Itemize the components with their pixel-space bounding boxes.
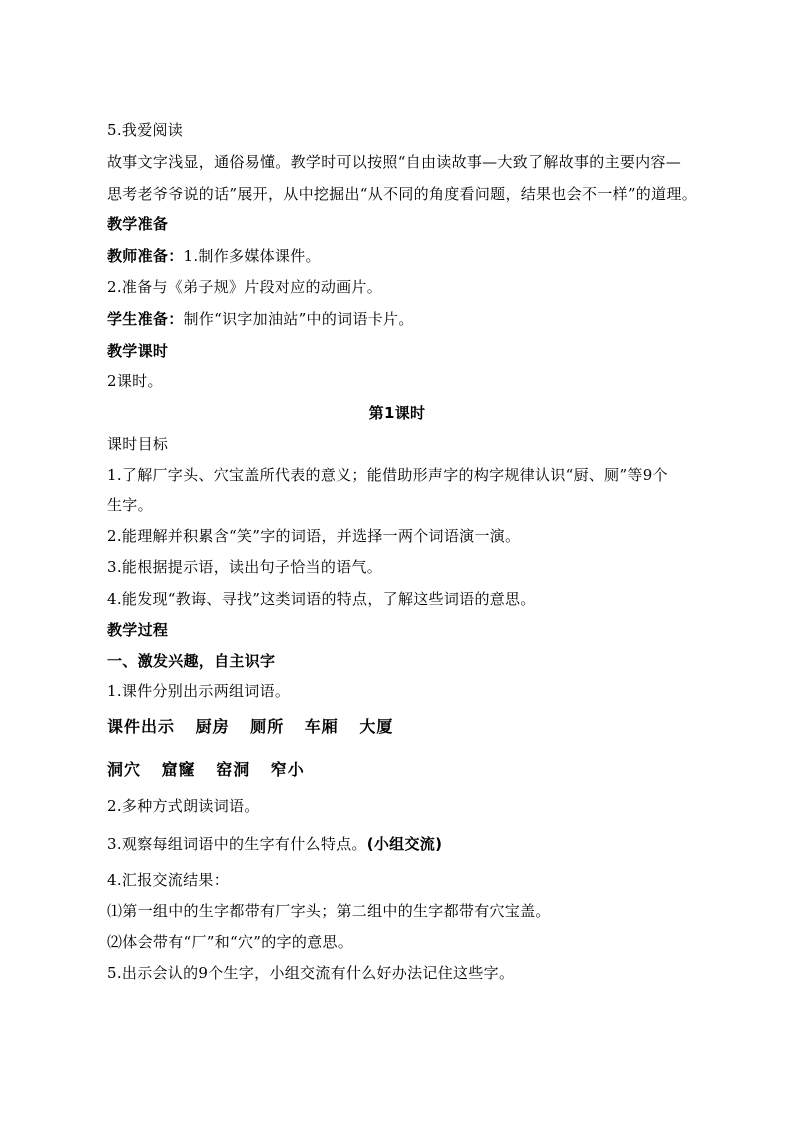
courseware-label: 课件出示 <box>107 717 176 736</box>
goal-line: 4.能发现“教诲、寻找”这类词语的特点，了解这些词语的意思。 <box>107 590 536 608</box>
student-prep-text: 制作“识字加油站”中的词语卡片。 <box>183 310 414 328</box>
group-discussion-note: (小组交流) <box>366 835 443 853</box>
paragraph-line: 2.多种方式朗读词语。 <box>107 797 260 815</box>
goal-line: 生字。 <box>107 496 153 514</box>
word-item: 窑洞 <box>216 760 251 779</box>
word-item: 厕所 <box>250 717 285 736</box>
teacher-prep-text: 1.制作多媒体课件。 <box>183 247 321 265</box>
courseware-word-group-1 <box>107 717 407 737</box>
section-heading-goal: 课时目标 <box>107 435 169 453</box>
section-heading-preparation: 教学准备 <box>107 215 169 233</box>
paragraph-line: 1.课件分别出示两组词语。 <box>107 682 291 700</box>
paragraph-line <box>107 834 442 854</box>
paragraph-text: 3.观察每组词语中的生字有什么特点。 <box>107 835 367 853</box>
reading-heading: 5.我爱阅读 <box>107 121 184 139</box>
paragraph-line: 5.出示会认的9个生字，小组交流有什么好办法记住这些字。 <box>107 964 515 982</box>
paragraph-line: 故事文字浅显，通俗易懂。教学时可以按照“自由读故事—大致了解故事的主要内容— <box>107 153 682 171</box>
paragraph-line: ⑵体会带有“厂”和“穴”的字的意思。 <box>107 933 354 951</box>
teacher-prep-label: 教师准备： <box>107 247 184 265</box>
student-prep-label: 学生准备： <box>107 310 184 328</box>
teacher-prep-line <box>107 246 321 266</box>
paragraph-line: 4.汇报交流结果： <box>107 871 230 889</box>
word-item: 窟窿 <box>161 760 196 779</box>
courseware-word-group-2 <box>107 760 319 780</box>
paragraph-line: ⑴第一组中的生字都带有厂字头；第二组中的生字都带有穴宝盖。 <box>107 902 551 920</box>
word-item: 厨房 <box>195 717 230 736</box>
word-item: 洞穴 <box>107 760 142 779</box>
word-item: 大厦 <box>359 717 394 736</box>
goal-line: 2.能理解并积累含“笑”字的词语，并选择一两个词语演一演。 <box>107 527 521 545</box>
paragraph-line: 2.准备与《弟子规》片段对应的动画片。 <box>107 278 383 296</box>
word-item: 窄小 <box>270 760 305 779</box>
paragraph-line: 思考老爷爷说的话”展开，从中挖掘出“从不同的角度看问题，结果也会不一样”的道理。 <box>107 185 698 203</box>
section-heading-process: 教学过程 <box>107 621 169 639</box>
goal-line: 1.了解厂字头、穴宝盖所代表的意义；能借助形声字的构字规律认识“厨、厕”等9个 <box>107 466 668 484</box>
section-heading-hours: 教学课时 <box>107 342 169 360</box>
goal-line: 3.能根据提示语，读出句子恰当的语气。 <box>107 558 383 576</box>
student-prep-line <box>107 309 414 329</box>
paragraph-line: 2课时。 <box>107 372 163 390</box>
word-item: 车厢 <box>304 717 339 736</box>
lesson-title: 第1课时 <box>368 404 426 422</box>
section-one-heading: 一、激发兴趣，自主识字 <box>107 652 276 670</box>
